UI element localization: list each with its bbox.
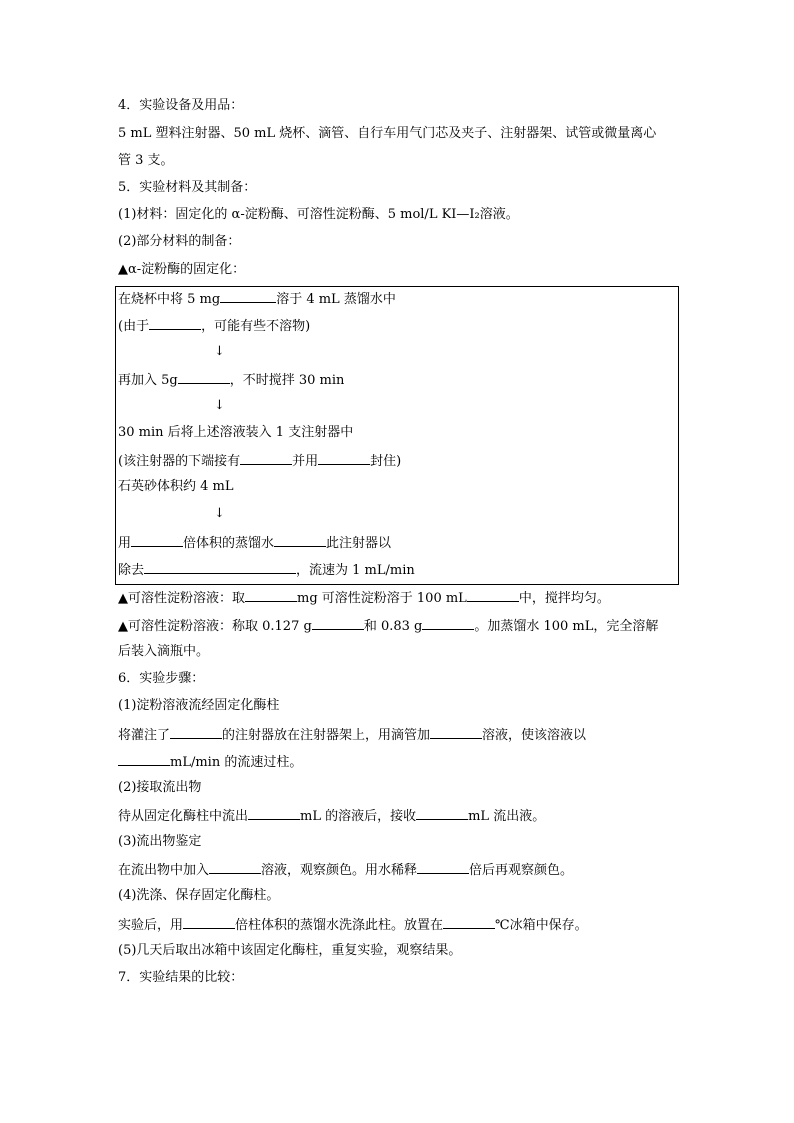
flow-row6: 石英砂体积约 4 mL	[118, 479, 234, 494]
flow-row5	[118, 452, 401, 470]
blank	[149, 317, 201, 330]
step3-title: (3)流出物鉴定	[118, 834, 202, 849]
step3-c: 倍后再观察颜色。	[469, 863, 574, 878]
flow-row2-a: (由于	[118, 319, 150, 334]
flow-row5-a: (该注射器的下端接有	[118, 454, 241, 469]
flow-row1	[118, 290, 396, 308]
step1-title: (1)淀粉溶液流经固定化酶柱	[118, 698, 280, 713]
blank	[183, 916, 235, 929]
blank	[144, 561, 296, 574]
materials-item1: (1)材料：固定化的 α-淀粉酶、可溶性淀粉酶、5 mol/L KI—I₂溶液。	[118, 207, 519, 222]
equipment-line1: 5 mL 塑料注射器、50 mL 烧杯、滴管、自行车用气门芯及夹子、注射器架、试管或微量离心	[118, 126, 657, 141]
blank	[443, 916, 495, 929]
starch1-b: mg 可溶性淀粉溶于 100 mL	[297, 591, 467, 606]
blank	[318, 452, 370, 465]
step1-b: 的注射器放在注射器架上，用滴管加	[222, 728, 431, 743]
blank	[312, 617, 364, 630]
step3-b: 溶液，观察颜色。用水稀释	[261, 863, 418, 878]
blank	[118, 753, 170, 766]
flow-row2-b: ，可能有些不溶物)	[201, 319, 311, 334]
step1-a: 将灌注了	[118, 728, 171, 743]
blank	[209, 861, 261, 874]
section7-heading: 7．实验结果的比较：	[118, 970, 244, 985]
blank	[422, 617, 474, 630]
step2-a: 待从固定化酶柱中流出	[118, 809, 249, 824]
immobilization-title: ▲α-淀粉酶的固定化：	[118, 262, 246, 277]
blank	[417, 861, 469, 874]
flow-row3-b: ，不时搅拌 30 min	[229, 373, 345, 388]
blank	[220, 290, 276, 303]
flow-row3-a: 再加入 5g	[118, 373, 178, 388]
blank	[416, 807, 468, 820]
blank	[170, 726, 222, 739]
starch2-a: ▲可溶性淀粉溶液：称取 0.127 g	[118, 619, 312, 634]
step3-a: 在流出物中加入	[118, 863, 210, 878]
step4-a: 实验后，用	[118, 918, 184, 933]
blank	[240, 452, 292, 465]
flow-row8	[118, 561, 415, 579]
starch-solution2-line1	[118, 617, 658, 635]
blank	[274, 534, 326, 547]
flow-row7	[118, 534, 391, 552]
down-arrow-icon: ↓	[214, 344, 225, 359]
flow-row2	[118, 317, 310, 335]
flow-row8-b: ，流速为 1 mL/min	[296, 563, 415, 578]
step2-c: mL 流出液。	[468, 809, 546, 824]
starch2-b: 和 0.83 g	[363, 619, 423, 634]
step2-line	[118, 807, 545, 825]
starch-solution-line	[118, 589, 610, 607]
down-arrow-icon: ↓	[214, 398, 225, 413]
blank	[131, 534, 183, 547]
flow-row7-a: 用	[118, 536, 132, 551]
step1-line1	[118, 726, 586, 744]
flow-row4: 30 min 后将上述溶液装入 1 支注射器中	[118, 425, 354, 440]
step3-line	[118, 861, 573, 879]
equipment-line2: 管 3 支。	[118, 153, 174, 168]
starch1-a: ▲可溶性淀粉溶液：取	[118, 591, 245, 606]
flow-row7-b: 倍体积的蒸馏水	[183, 536, 275, 551]
step4-line	[118, 916, 588, 934]
flow-row1-a: 在烧杯中将 5 mg	[118, 292, 221, 307]
step5-line: (5)几天后取出冰箱中该固定化酶柱，重复实验，观察结果。	[118, 943, 462, 958]
starch1-c: 中，搅拌均匀。	[518, 591, 610, 606]
blank	[248, 807, 300, 820]
step2-title: (2)接取流出物	[118, 780, 202, 795]
step4-title: (4)洗涤、保存固定化酶柱。	[118, 888, 280, 903]
section6-heading: 6．实验步骤：	[118, 671, 205, 686]
flow-row5-c: 封住)	[370, 454, 402, 469]
materials-item2: (2)部分材料的制备：	[118, 234, 241, 249]
flow-row3	[118, 371, 344, 389]
starch-solution2-line2: 后装入滴瓶中。	[118, 644, 210, 659]
flow-row8-a: 除去	[118, 563, 145, 578]
flow-row1-b: 溶于 4 mL 蒸馏水中	[276, 292, 396, 307]
section5-heading: 5．实验材料及其制备：	[118, 180, 257, 195]
step2-b: mL 的溶液后，接收	[300, 809, 417, 824]
step4-c: ℃冰箱中保存。	[495, 918, 588, 933]
blank	[245, 589, 297, 602]
blank	[178, 371, 230, 384]
step1-d: mL/min 的流速过柱。	[170, 755, 303, 770]
step1-c: 溶液，使该溶液以	[482, 728, 587, 743]
blank	[467, 589, 519, 602]
blank	[430, 726, 482, 739]
step1-line2	[118, 753, 302, 771]
flow-row5-b: 并用	[292, 454, 319, 469]
flow-row7-c: 此注射器以	[326, 536, 392, 551]
starch2-c: 。加蒸馏水 100 mL，完全溶解	[474, 619, 659, 634]
down-arrow-icon: ↓	[214, 506, 225, 521]
step4-b: 倍柱体积的蒸馏水洗涤此柱。放置在	[235, 918, 444, 933]
section4-heading: 4．实验设备及用品：	[118, 98, 244, 113]
